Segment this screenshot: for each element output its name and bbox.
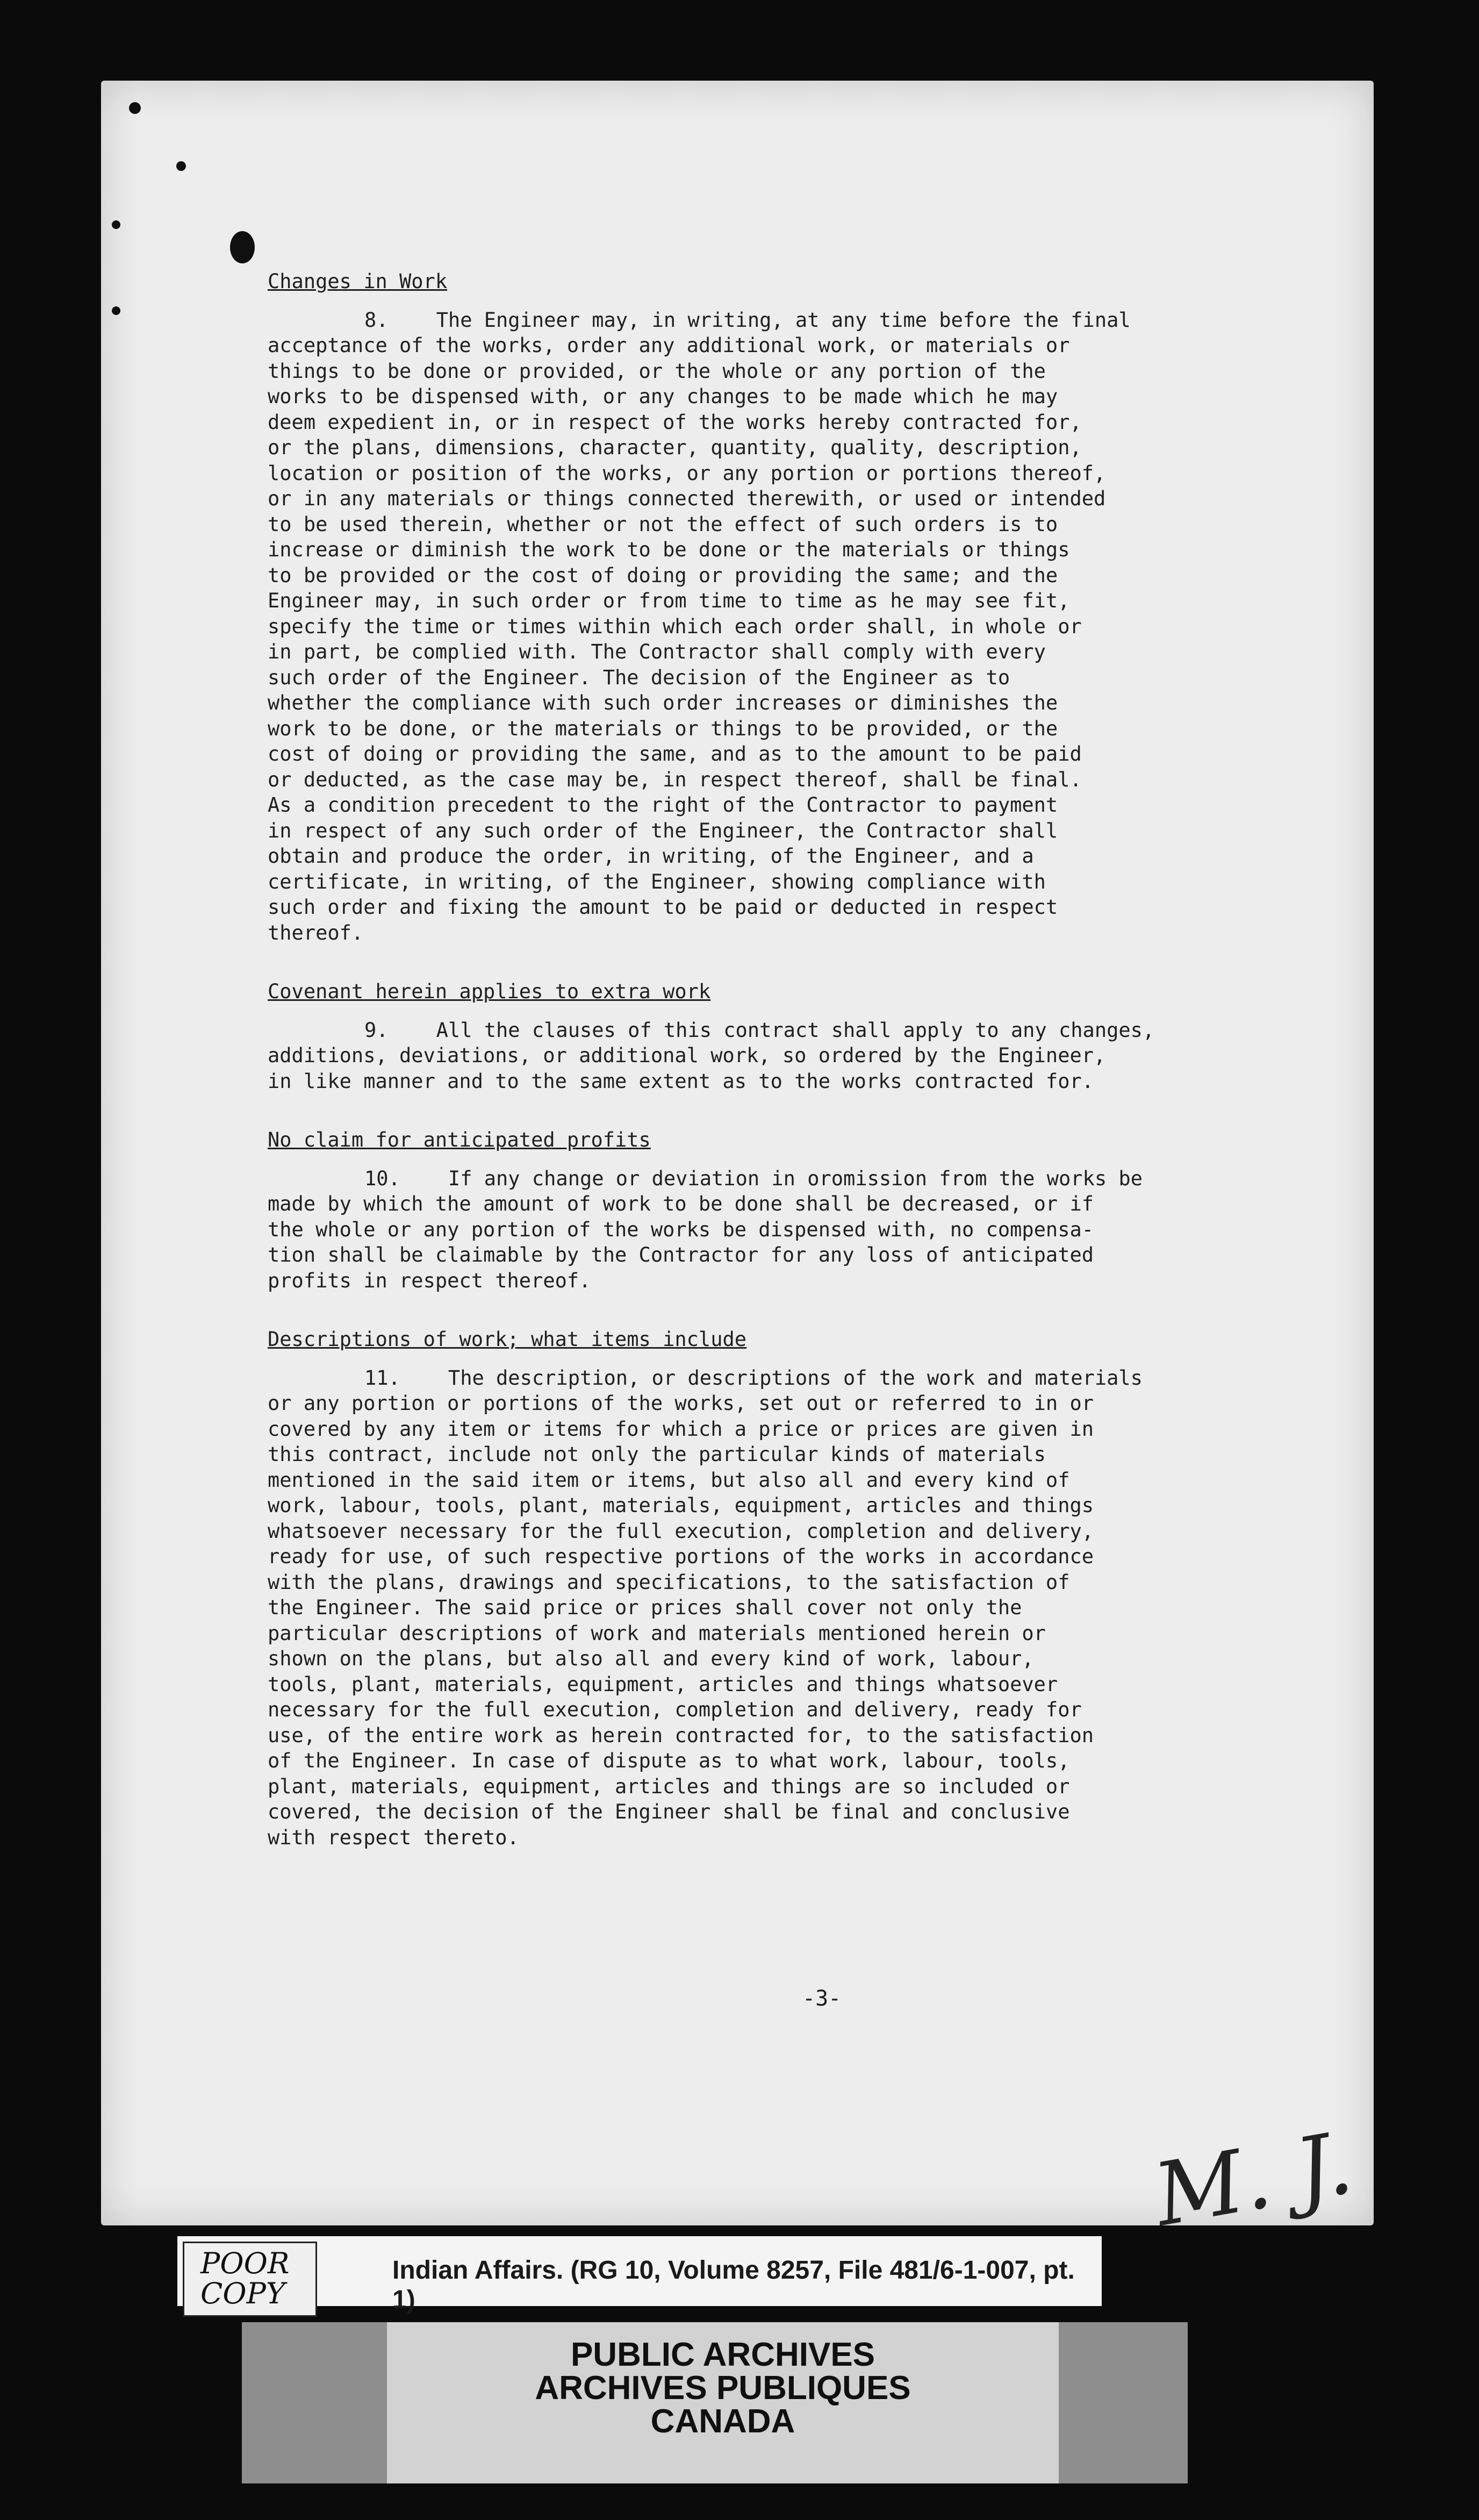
text-line: such order of the Engineer. The decision of the Engineer as to	[268, 665, 1010, 689]
poor-copy-line: POOR	[200, 2246, 290, 2280]
text-line: additions, deviations, or additional work, so ordered by the Engineer,	[268, 1044, 1106, 1067]
section-descriptions-of-work	[268, 1327, 1289, 1850]
archives-stamp	[387, 2322, 1059, 2483]
section-heading: No claim for anticipated profits	[268, 1128, 651, 1151]
text-line: Engineer may, in such order or from time to time as he may see fit,	[268, 589, 1070, 612]
text-line: necessary for the full execution, completion and delivery, ready for	[268, 1698, 1082, 1721]
text-line: whether the compliance with such order increases or diminishes the	[268, 691, 1058, 714]
text-line: specify the time or times within which each order shall, in whole or	[268, 614, 1082, 638]
section-heading: Covenant herein applies to extra work	[268, 980, 711, 1003]
text-line: 11. The description, or descriptions of the work and materials	[364, 1366, 1143, 1390]
clause-8	[268, 307, 1289, 946]
text-line: to be provided or the cost of doing or providing the same; and the	[268, 563, 1058, 587]
text-line: covered, the decision of the Engineer shall be final and conclusive	[268, 1800, 1070, 1823]
text-line: tion shall be claimable by the Contractor for any loss of anticipated	[268, 1243, 1094, 1266]
text-line: plant, materials, equipment, articles and things are so included or	[268, 1774, 1070, 1798]
text-line: with respect thereto.	[268, 1825, 519, 1849]
poor-copy-line: COPY	[200, 2276, 285, 2310]
text-line: with the plans, drawings and specifications, to the satisfaction of	[268, 1570, 1070, 1594]
text-line: or deducted, as the case may be, in respect thereof, shall be final.	[268, 768, 1082, 791]
text-line: deem expedient in, or in respect of the works hereby contracted for,	[268, 410, 1082, 434]
text-line: location or position of the works, or any portion or portions thereof,	[268, 461, 1106, 485]
binding-hole	[129, 102, 141, 114]
section-extra-work	[268, 979, 1289, 1094]
text-line: to be used therein, whether or not the effect of such orders is to	[268, 512, 1058, 536]
section-heading: Changes in Work	[268, 270, 448, 293]
text-line: mentioned in the said item or items, but also all and every kind of	[268, 1468, 1070, 1492]
text-line: ready for use, of such respective portions of the works in accordance	[268, 1545, 1094, 1568]
text-line: such order and fixing the amount to be paid or deducted in respect	[268, 896, 1058, 919]
text-line: obtain and produce the order, in writing, of the Engineer, and a	[268, 844, 1034, 868]
text-line: whatsoever necessary for the full execution, completion and delivery,	[268, 1519, 1094, 1543]
poor-copy-note	[183, 2242, 317, 2317]
contract-text	[268, 269, 1289, 1884]
text-line: this contract, include not only the particular kinds of materials	[268, 1443, 1046, 1466]
text-line: use, of the entire work as herein contracted for, to the satisfaction	[268, 1723, 1094, 1747]
archive-reference: Indian Affairs. (RG 10, Volume 8257, File 481/6-1-007, pt. 1)	[392, 2256, 1075, 2314]
clause-9	[268, 1018, 1289, 1094]
text-line: certificate, in writing, of the Engineer, showing compliance with	[268, 870, 1046, 893]
text-line: profits in respect thereof.	[268, 1269, 591, 1292]
text-line: tools, plant, materials, equipment, articles and things whatsoever	[268, 1672, 1058, 1696]
binding-hole	[112, 306, 120, 315]
text-line: work to be done, or the materials or things to be provided, or the	[268, 717, 1058, 740]
text-line: in respect of any such order of the Engineer, the Contractor shall	[268, 819, 1058, 842]
section-anticipated-profits	[268, 1127, 1289, 1293]
text-line: 9. All the clauses of this contract shall apply to any changes,	[364, 1018, 1155, 1042]
text-line: things to be done or provided, or the whole or any portion of the	[268, 359, 1046, 383]
text-line: or any portion or portions of the works, set out or referred to in or	[268, 1392, 1094, 1415]
section-heading: Descriptions of work; what items include	[268, 1328, 747, 1351]
text-line: work, labour, tools, plant, materials, equipment, articles and things	[268, 1494, 1094, 1517]
text-line: cost of doing or providing the same, and as to the amount to be paid	[268, 742, 1082, 765]
text-line: made by which the amount of work to be done shall be decreased, or if	[268, 1192, 1094, 1215]
initials-signature: M. J.	[1147, 2112, 1360, 2246]
text-line: or in any materials or things connected therewith, or used or intended	[268, 487, 1106, 510]
stamp-line: ARCHIVES PUBLIQUES	[535, 2369, 911, 2407]
text-line: in like manner and to the same extent as to the works contracted for.	[268, 1069, 1094, 1093]
text-line: 8. The Engineer may, in writing, at any time before the final	[364, 308, 1131, 332]
binding-hole	[112, 220, 120, 229]
text-line: As a condition precedent to the right of the Contractor to payment	[268, 793, 1058, 817]
section-changes-in-work	[268, 269, 1289, 946]
stamp-line: PUBLIC ARCHIVES	[570, 2336, 875, 2373]
text-line: of the Engineer. In case of dispute as to what work, labour, tools,	[268, 1749, 1070, 1772]
document-page	[101, 81, 1374, 2246]
text-line: acceptance of the works, order any additional work, or materials or	[268, 334, 1070, 357]
binding-hole	[230, 231, 255, 263]
page-number: -3-	[802, 1986, 842, 2011]
archives-stamp-banner	[242, 2322, 1188, 2483]
text-line: particular descriptions of work and materials mentioned herein or	[268, 1621, 1046, 1645]
text-line: thereof.	[268, 921, 364, 944]
text-line: the whole or any portion of the works be dispensed with, no compensa-	[268, 1218, 1094, 1241]
text-line: shown on the plans, but also all and every kind of work, labour,	[268, 1647, 1034, 1670]
text-line: 10. If any change or deviation in oromission from the works be	[364, 1166, 1143, 1190]
text-line: in part, be complied with. The Contractor shall comply with every	[268, 640, 1046, 663]
stamp-line: CANADA	[650, 2403, 795, 2440]
clause-11	[268, 1365, 1289, 1851]
clause-10	[268, 1166, 1289, 1294]
text-line: covered by any item or items for which a price or prices are given in	[268, 1417, 1094, 1441]
binding-hole	[176, 161, 186, 171]
text-line: the Engineer. The said price or prices shall cover not only the	[268, 1596, 1022, 1619]
text-line: increase or diminish the work to be done or the materials or things	[268, 538, 1070, 561]
text-line: works to be dispensed with, or any changes to be made which he may	[268, 385, 1058, 408]
text-line: or the plans, dimensions, character, quantity, quality, description,	[268, 436, 1082, 459]
